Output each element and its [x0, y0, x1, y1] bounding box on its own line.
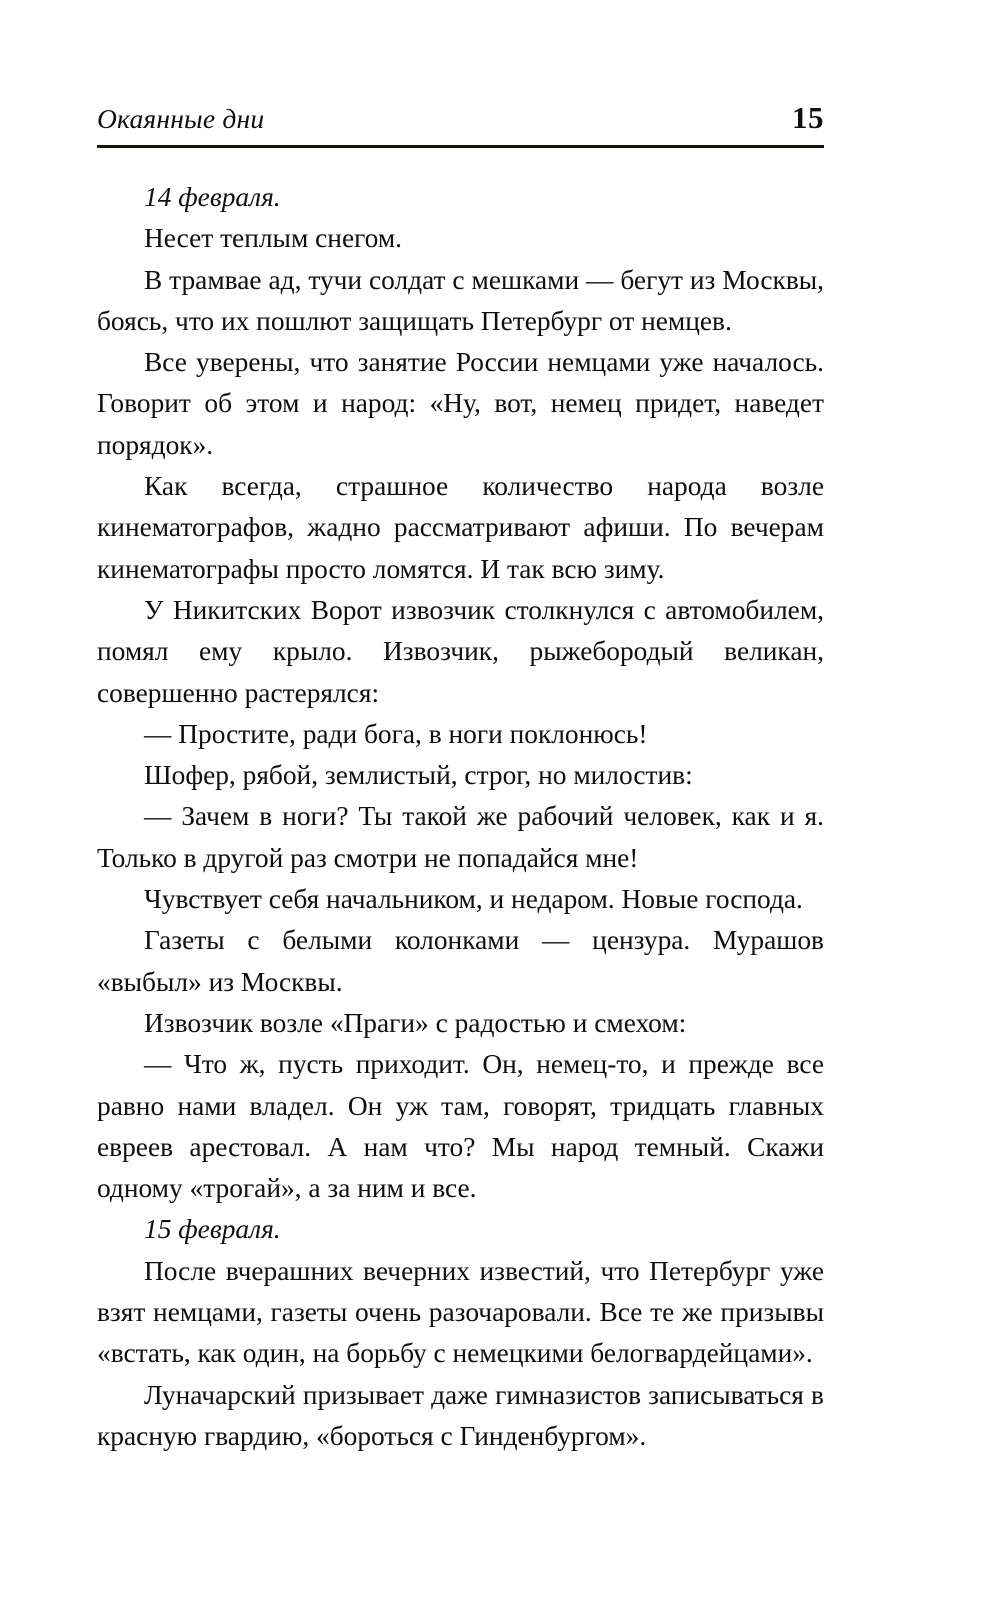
running-head: [97, 100, 824, 148]
paragraph: Несет теплым снегом.: [144, 223, 403, 254]
paragraph: Как всегда, страшное количество народа возле кинематографов, жадно рассматривают афиши. По вечерам кинематографы просто ломятся. И так всю зиму.: [97, 471, 824, 584]
paragraph: У Никитских Ворот извозчик столкнулся с автомобилем, помял ему крыло. Извозчик, рыжебородый великан, совершенно растерялся:: [97, 594, 824, 708]
paragraph: Все уверены, что занятие России немцами уже началось. Говорит об этом и народ: «Ну, вот, немец придет, наведет порядок».: [97, 347, 824, 460]
dialogue-line: — Простите, ради бога, в ноги поклонюсь!: [144, 718, 648, 749]
paragraph: Шофер, рябой, землистый, строг, но милостив:: [144, 760, 693, 791]
paragraph: Луначарский призывает даже гимназистов записываться в красную гвардию, «бороться с Гинденбургом».: [97, 1379, 824, 1451]
page-number: 15: [792, 100, 824, 135]
paragraph: Газеты с белыми колонками — цензура. Мурашов «выбыл» из Москвы.: [97, 925, 824, 997]
date-heading: 14 февраля.: [144, 182, 281, 212]
paragraph: В трамвае ад, тучи солдат с мешками — бегут из Москвы, боясь, что их пошлют защищать Петербург от немцев.: [97, 264, 824, 336]
paragraph: После вчерашних вечерних известий, что Петербург уже взят немцами, газеты очень разочаровали. Все те же призывы «встать, как один, на борьбу с немецкими белогвардейцами».: [97, 1255, 824, 1369]
date-heading: 15 февраля.: [144, 1214, 281, 1245]
body-text: [97, 177, 824, 1457]
paragraph: Извозчик возле «Праги» с радостью и смехом:: [144, 1007, 687, 1038]
running-head-title: Окаянные дни: [97, 103, 265, 134]
dialogue-line: — Что ж, пусть приходит. Он, немец-то, и прежде все равно нами владел. Он уж там, говорят, тридцать главных евреев арестовал. А нам что? Мы народ темный. Скажи одному «трогай», а за ним и все.: [97, 1049, 824, 1204]
paragraph: Чувствует себя начальником, и недаром. Новые господа.: [144, 884, 803, 915]
page-content-area: [97, 100, 827, 1457]
dialogue-line: — Зачем в ноги? Ты такой же рабочий человек, как и я. Только в другой раз смотри не попадайся мне!: [97, 801, 824, 873]
